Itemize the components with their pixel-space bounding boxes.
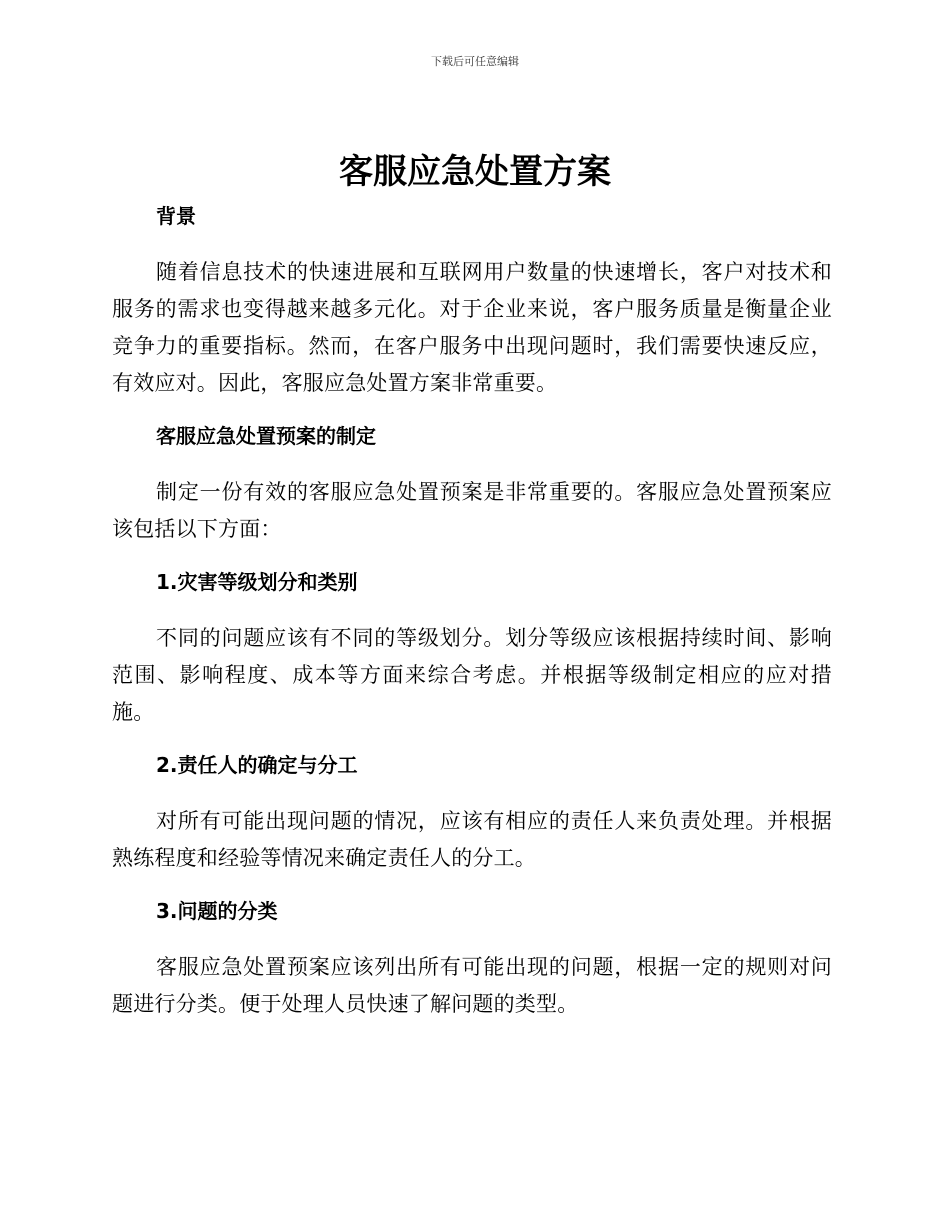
section-paragraph-responsibility: 对所有可能出现问题的情况，应该有相应的责任人来负责处理。并根据熟练程度和经验等情况来确定责任人的分工。: [112, 809, 832, 870]
section-paragraph-problem-classification: 客服应急处置预案应该列出所有可能出现的问题，根据一定的规则对问题进行分类。便于处理人员快速了解问题的类型。: [112, 955, 832, 1016]
section-heading-problem-classification: 3.问题的分类: [156, 899, 278, 923]
section-paragraph-disaster-levels: 不同的问题应该有不同的等级划分。划分等级应该根据持续时间、影响范围、影响程度、成本等方面来综合考虑。并根据等级制定相应的应对措施。: [112, 626, 832, 724]
section-paragraph-plan-formulation: 制定一份有效的客服应急处置预案是非常重要的。客服应急处置预案应该包括以下方面：: [112, 480, 832, 541]
section-heading-background: 背景: [156, 204, 196, 228]
section-heading-responsibility: 2.责任人的确定与分工: [156, 753, 358, 777]
section-paragraph-background: 随着信息技术的快速进展和互联网用户数量的快速增长，客户对技术和服务的需求也变得越来越多元化。对于企业来说，客户服务质量是衡量企业竞争力的重要指标。然而，在客户服务中出现问题时，我们需要快速反应，有效应对。因此，客服应急处置方案非常重要。: [112, 260, 832, 395]
document-title: 客服应急处置方案: [339, 152, 611, 192]
section-heading-disaster-levels: 1.灾害等级划分和类别: [156, 570, 358, 594]
section-heading-plan-formulation: 客服应急处置预案的制定: [156, 424, 376, 448]
document-body: [112, 202, 832, 1043]
header-note: 下载后可任意编辑: [431, 55, 519, 68]
